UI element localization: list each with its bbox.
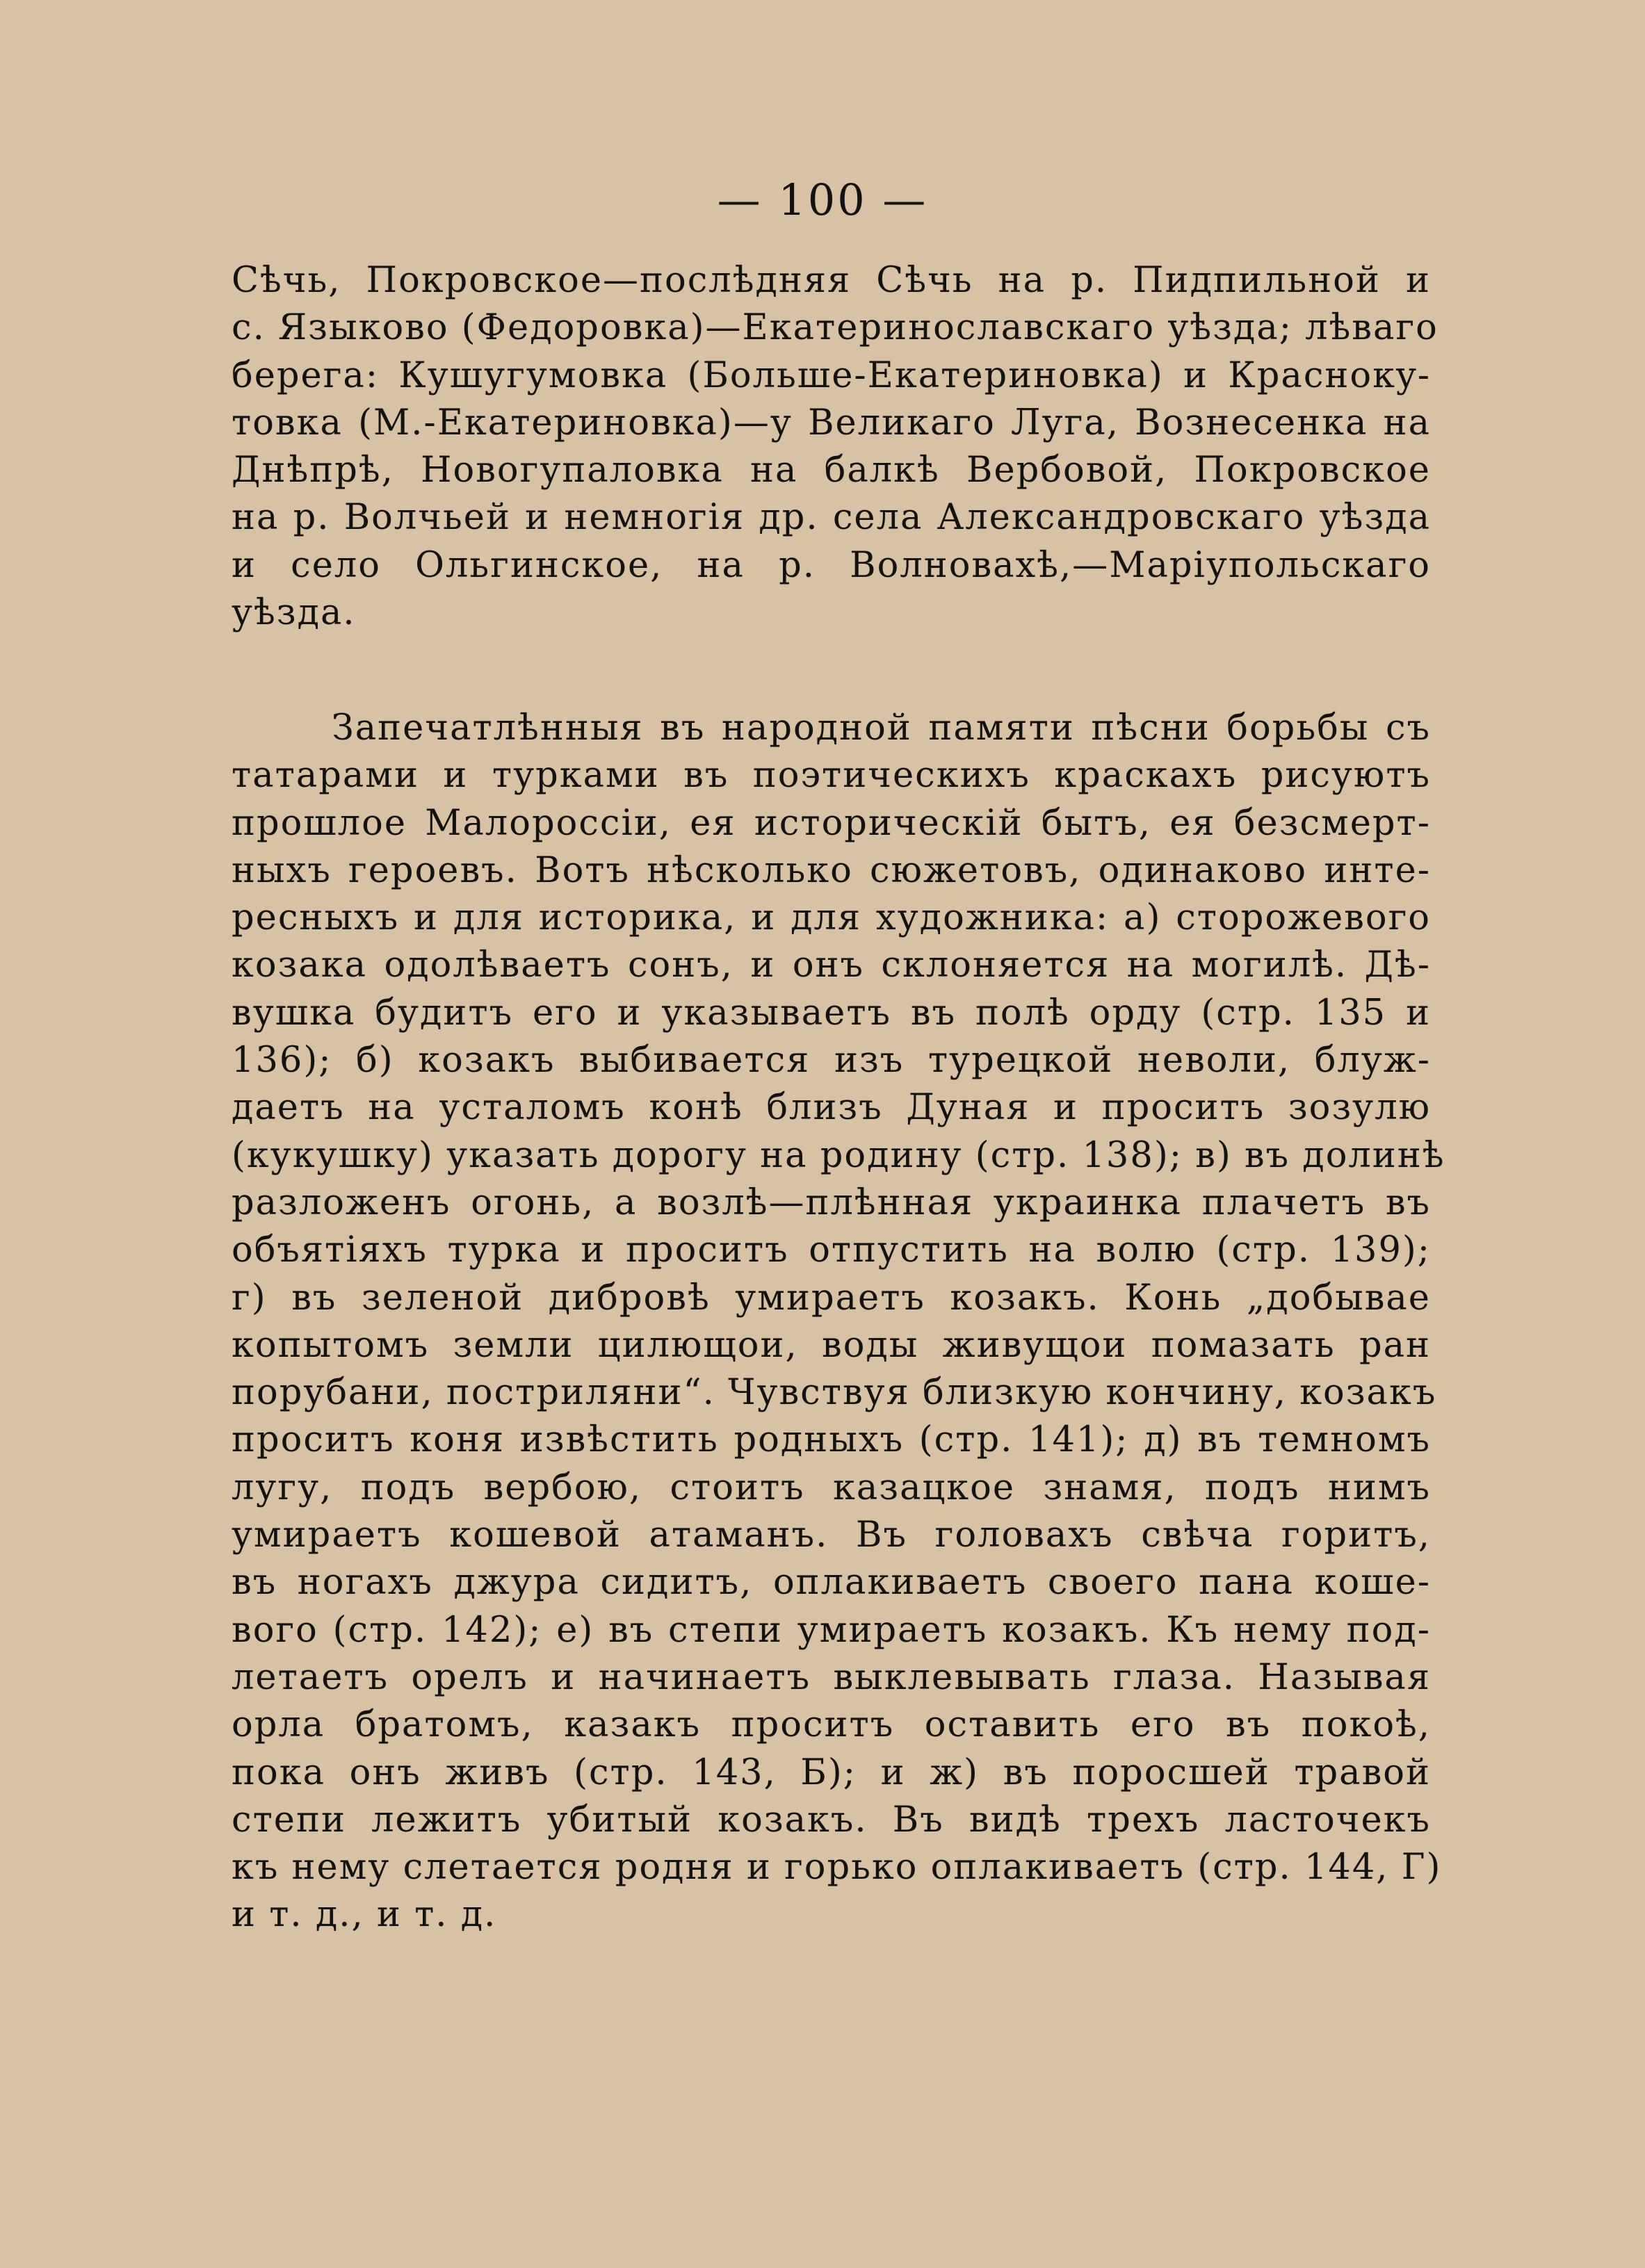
text-line: г) въ зеленой дибровѣ умираетъ козакъ. Конь „добывае <box>232 1277 1431 1319</box>
text-line: пока онъ живъ (стр. 143, Б); и ж) въ поросшей травой <box>232 1752 1431 1793</box>
text-line: берега: Кушугумовка (Больше-Екатериновка) и Краснокy- <box>232 354 1431 396</box>
text-line: козака одолѣваетъ сонъ, и онъ склоняется на могилѣ. Дѣ- <box>232 945 1431 986</box>
paragraph-2 <box>232 705 1445 1939</box>
text-line: ресныхъ и для историка, и для художника: а) сторожевого <box>232 897 1431 939</box>
text-line: татарами и турками въ поэтическихъ краскахъ рисуютъ <box>232 755 1431 797</box>
text-line: Запечатлѣнныя въ народной памяти пѣсни борьбы съ <box>332 708 1431 749</box>
paragraph-1 <box>232 257 1439 637</box>
text-line: степи лежитъ убитый козакъ. Въ видѣ трехъ ласточекъ <box>232 1799 1431 1841</box>
text-line: и т. д., и т. д. <box>232 1894 497 1936</box>
text-line: товка (М.-Екатериновка)—у Великаго Луга, Вознесенка на <box>232 402 1431 443</box>
text-line: проситъ коня извѣстить родныхъ (стр. 141); д) въ темномъ <box>232 1419 1431 1461</box>
text-line: даетъ на усталомъ конѣ близъ Дуная и проситъ зозулю <box>232 1087 1431 1129</box>
text-line: ныхъ героевъ. Вотъ нѣсколько сюжетовъ, одинаково инте- <box>232 849 1431 891</box>
page-number: — 100 — <box>717 174 928 225</box>
text-line: объятіяхъ турка и проситъ отпустить на волю (стр. 139); <box>232 1230 1431 1271</box>
text-line: и село Ольгинское, на р. Волновахѣ,—Маріупольскаго <box>232 544 1431 586</box>
text-line: уѣзда. <box>232 592 356 634</box>
text-line: вого (стр. 142); е) въ степи умираетъ козакъ. Къ нему под- <box>232 1609 1431 1651</box>
text-line: вушка будитъ его и указываетъ въ полѣ орду (стр. 135 и <box>232 992 1431 1034</box>
text-line: прошлое Малороссіи, ея историческій бытъ, ея безсмерт- <box>232 802 1431 844</box>
text-line: Сѣчь, Покровское—послѣдняя Сѣчь на р. Пидпильной и <box>232 260 1431 301</box>
text-line: орла братомъ, казакъ проситъ оставить его въ покоѣ, <box>232 1704 1431 1746</box>
text-line: летаетъ орелъ и начинаетъ выклевывать глаза. Называя <box>232 1656 1431 1698</box>
text-line: на р. Волчьей и немногія др. села Александровскаго уѣзда <box>232 497 1431 539</box>
text-line: 136); б) козакъ выбивается изъ турецкой неволи, блуж- <box>232 1040 1431 1082</box>
text-line: с. Языково (Федоровка)—Екатеринославскаго уѣзда; лѣваго <box>232 307 1439 349</box>
text-line: разложенъ огонь, а возлѣ—плѣнная украинка плачетъ въ <box>232 1182 1431 1223</box>
text-line: въ ногахъ джура сидитъ, оплакиваетъ своего пана коше- <box>232 1562 1431 1604</box>
text-line: къ нему слетается родня и горько оплакиваетъ (стр. 144, Г) <box>232 1847 1442 1888</box>
text-line: Днѣпрѣ, Новогупаловка на балкѣ Вербовой, Покровское <box>232 450 1431 491</box>
text-line: умираетъ кошевой атаманъ. Въ головахъ свѣча горитъ, <box>232 1515 1431 1556</box>
text-line: копытомъ земли цилющои, воды живущои помазать ран <box>232 1324 1431 1366</box>
text-line: (кукушку) указать дорогу на родину (стр. 138); в) въ долинѣ <box>232 1134 1445 1176</box>
text-line: порубани, постриляни“. Чувствуя близкую кончину, козакъ <box>232 1372 1437 1414</box>
text-line: лугу, подъ вербою, стоитъ казацкое знамя, подъ нимъ <box>232 1467 1431 1508</box>
